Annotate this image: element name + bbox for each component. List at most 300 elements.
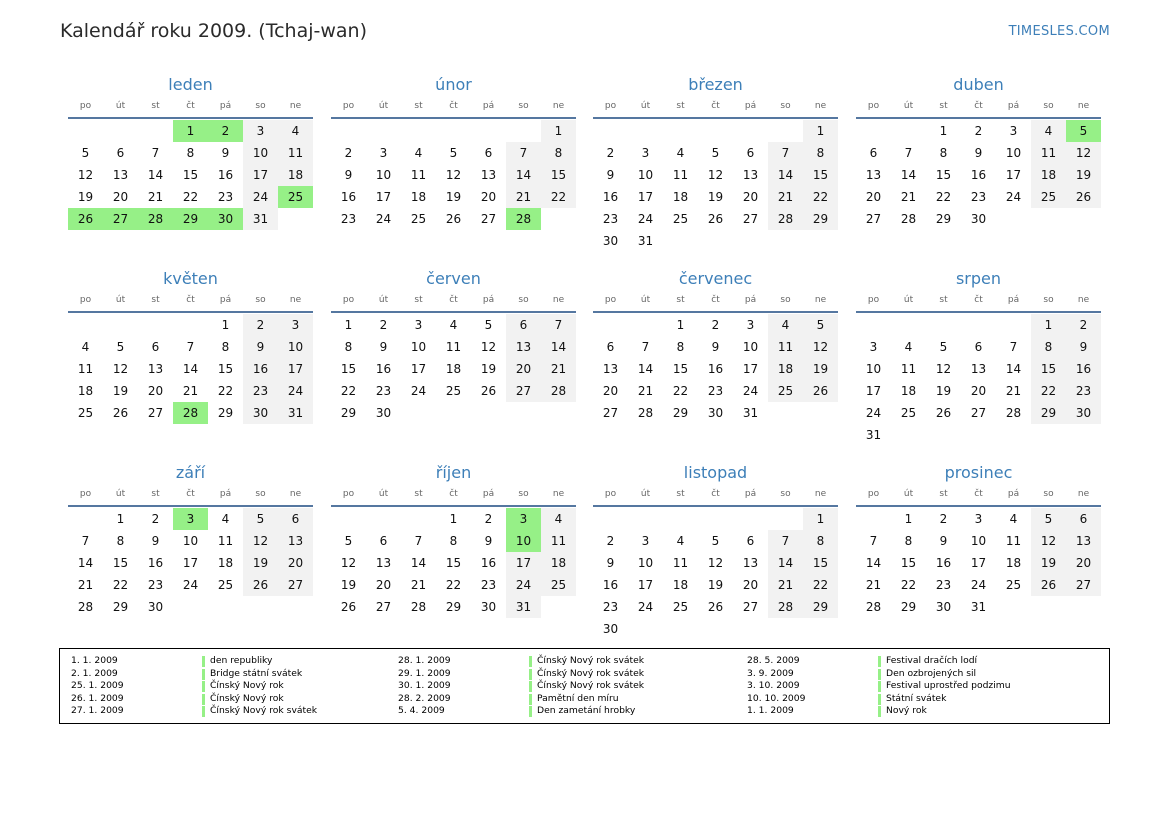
day-cell[interactable]: 24 bbox=[410, 384, 427, 398]
day-cell[interactable]: 22 bbox=[182, 190, 199, 204]
day-cell[interactable]: 18 bbox=[900, 384, 917, 398]
day-cell[interactable]: 17 bbox=[506, 552, 541, 574]
day-cell[interactable]: 16 bbox=[340, 190, 357, 204]
day-cell[interactable]: 4 bbox=[449, 318, 458, 332]
day-cell[interactable]: 22 bbox=[112, 578, 129, 592]
day-cell[interactable]: 12 bbox=[340, 556, 357, 570]
day-cell[interactable]: 17 bbox=[742, 362, 759, 376]
day-cell[interactable]: 6 bbox=[746, 146, 755, 160]
day-cell[interactable]: 17 bbox=[1005, 168, 1022, 182]
day-cell[interactable]: 11 bbox=[445, 340, 462, 354]
holiday-day[interactable]: 28 bbox=[138, 208, 173, 230]
day-cell[interactable]: 17 bbox=[375, 190, 392, 204]
day-cell[interactable]: 12 bbox=[707, 556, 724, 570]
day-cell[interactable]: 3 bbox=[1009, 124, 1018, 138]
day-cell[interactable]: 8 bbox=[803, 530, 838, 552]
day-cell[interactable]: 18 bbox=[278, 164, 313, 186]
day-cell[interactable]: 3 bbox=[869, 340, 878, 354]
day-cell[interactable]: 10 bbox=[182, 534, 199, 548]
day-cell[interactable]: 9 bbox=[606, 168, 615, 182]
day-cell[interactable]: 5 bbox=[344, 534, 353, 548]
day-cell[interactable]: 20 bbox=[112, 190, 129, 204]
day-cell[interactable]: 30 bbox=[602, 622, 619, 636]
day-cell[interactable]: 27 bbox=[147, 406, 164, 420]
day-cell[interactable]: 9 bbox=[243, 336, 278, 358]
day-cell[interactable]: 10 bbox=[375, 168, 392, 182]
holiday-day[interactable]: 27 bbox=[103, 208, 138, 230]
day-cell[interactable]: 30 bbox=[480, 600, 497, 614]
day-cell[interactable]: 11 bbox=[77, 362, 94, 376]
day-cell[interactable]: 8 bbox=[803, 142, 838, 164]
day-cell[interactable]: 19 bbox=[340, 578, 357, 592]
day-cell[interactable]: 27 bbox=[970, 406, 987, 420]
day-cell[interactable]: 20 bbox=[970, 384, 987, 398]
day-cell[interactable]: 11 bbox=[278, 142, 313, 164]
day-cell[interactable]: 23 bbox=[480, 578, 497, 592]
day-cell[interactable]: 7 bbox=[768, 530, 803, 552]
day-cell[interactable]: 25 bbox=[541, 574, 576, 596]
holiday-day[interactable]: 25 bbox=[278, 186, 313, 208]
day-cell[interactable]: 27 bbox=[742, 600, 759, 614]
day-cell[interactable]: 29 bbox=[340, 406, 357, 420]
day-cell[interactable]: 25 bbox=[445, 384, 462, 398]
day-cell[interactable]: 19 bbox=[112, 384, 129, 398]
day-cell[interactable]: 6 bbox=[974, 340, 983, 354]
day-cell[interactable]: 7 bbox=[506, 142, 541, 164]
day-cell[interactable]: 24 bbox=[970, 578, 987, 592]
day-cell[interactable]: 2 bbox=[484, 512, 493, 526]
day-cell[interactable]: 14 bbox=[77, 556, 94, 570]
day-cell[interactable]: 16 bbox=[602, 578, 619, 592]
day-cell[interactable]: 27 bbox=[865, 212, 882, 226]
day-cell[interactable]: 11 bbox=[410, 168, 427, 182]
day-cell[interactable]: 14 bbox=[410, 556, 427, 570]
day-cell[interactable]: 29 bbox=[112, 600, 129, 614]
day-cell[interactable]: 18 bbox=[672, 578, 689, 592]
day-cell[interactable]: 31 bbox=[865, 428, 882, 442]
day-cell[interactable]: 16 bbox=[707, 362, 724, 376]
day-cell[interactable]: 20 bbox=[742, 578, 759, 592]
day-cell[interactable]: 14 bbox=[541, 336, 576, 358]
day-cell[interactable]: 26 bbox=[340, 600, 357, 614]
holiday-day[interactable]: 28 bbox=[173, 402, 208, 424]
day-cell[interactable]: 4 bbox=[414, 146, 423, 160]
day-cell[interactable]: 21 bbox=[768, 186, 803, 208]
day-cell[interactable]: 5 bbox=[939, 340, 948, 354]
day-cell[interactable]: 2 bbox=[379, 318, 388, 332]
day-cell[interactable]: 25 bbox=[672, 212, 689, 226]
day-cell[interactable]: 22 bbox=[340, 384, 357, 398]
day-cell[interactable]: 15 bbox=[935, 168, 952, 182]
day-cell[interactable]: 7 bbox=[81, 534, 90, 548]
day-cell[interactable]: 4 bbox=[278, 120, 313, 142]
day-cell[interactable]: 5 bbox=[484, 318, 493, 332]
day-cell[interactable]: 2 bbox=[974, 124, 983, 138]
day-cell[interactable]: 5 bbox=[449, 146, 458, 160]
day-cell[interactable]: 4 bbox=[1009, 512, 1018, 526]
day-cell[interactable]: 21 bbox=[900, 190, 917, 204]
holiday-day[interactable]: 29 bbox=[173, 208, 208, 230]
day-cell[interactable]: 2 bbox=[711, 318, 720, 332]
day-cell[interactable]: 10 bbox=[637, 556, 654, 570]
day-cell[interactable]: 8 bbox=[221, 340, 230, 354]
day-cell[interactable]: 7 bbox=[541, 314, 576, 336]
day-cell[interactable]: 28 bbox=[410, 600, 427, 614]
day-cell[interactable]: 13 bbox=[970, 362, 987, 376]
day-cell[interactable]: 4 bbox=[1031, 120, 1066, 142]
day-cell[interactable]: 3 bbox=[414, 318, 423, 332]
day-cell[interactable]: 13 bbox=[742, 556, 759, 570]
holiday-day[interactable]: 3 bbox=[173, 508, 208, 530]
day-cell[interactable]: 25 bbox=[1005, 578, 1022, 592]
day-cell[interactable]: 16 bbox=[217, 168, 234, 182]
day-cell[interactable]: 13 bbox=[375, 556, 392, 570]
day-cell[interactable]: 21 bbox=[506, 186, 541, 208]
day-cell[interactable]: 26 bbox=[1066, 186, 1101, 208]
day-cell[interactable]: 4 bbox=[541, 508, 576, 530]
day-cell[interactable]: 11 bbox=[1031, 142, 1066, 164]
day-cell[interactable]: 29 bbox=[900, 600, 917, 614]
day-cell[interactable]: 16 bbox=[935, 556, 952, 570]
day-cell[interactable]: 14 bbox=[768, 164, 803, 186]
day-cell[interactable]: 10 bbox=[278, 336, 313, 358]
day-cell[interactable]: 30 bbox=[970, 212, 987, 226]
day-cell[interactable]: 29 bbox=[1031, 402, 1066, 424]
day-cell[interactable]: 20 bbox=[278, 552, 313, 574]
day-cell[interactable]: 1 bbox=[676, 318, 685, 332]
day-cell[interactable]: 24 bbox=[506, 574, 541, 596]
day-cell[interactable]: 17 bbox=[637, 190, 654, 204]
day-cell[interactable]: 24 bbox=[637, 212, 654, 226]
day-cell[interactable]: 8 bbox=[449, 534, 458, 548]
day-cell[interactable]: 12 bbox=[803, 336, 838, 358]
day-cell[interactable]: 30 bbox=[243, 402, 278, 424]
day-cell[interactable]: 1 bbox=[1031, 314, 1066, 336]
day-cell[interactable]: 20 bbox=[375, 578, 392, 592]
day-cell[interactable]: 30 bbox=[1066, 402, 1101, 424]
day-cell[interactable]: 26 bbox=[445, 212, 462, 226]
day-cell[interactable]: 5 bbox=[116, 340, 125, 354]
day-cell[interactable]: 10 bbox=[865, 362, 882, 376]
day-cell[interactable]: 15 bbox=[445, 556, 462, 570]
day-cell[interactable]: 18 bbox=[672, 190, 689, 204]
day-cell[interactable]: 6 bbox=[379, 534, 388, 548]
day-cell[interactable]: 22 bbox=[217, 384, 234, 398]
day-cell[interactable]: 21 bbox=[865, 578, 882, 592]
day-cell[interactable]: 29 bbox=[803, 596, 838, 618]
day-cell[interactable]: 6 bbox=[151, 340, 160, 354]
day-cell[interactable]: 26 bbox=[707, 212, 724, 226]
day-cell[interactable]: 22 bbox=[803, 574, 838, 596]
day-cell[interactable]: 14 bbox=[147, 168, 164, 182]
day-cell[interactable]: 6 bbox=[484, 146, 493, 160]
day-cell[interactable]: 11 bbox=[768, 336, 803, 358]
day-cell[interactable]: 6 bbox=[506, 314, 541, 336]
day-cell[interactable]: 12 bbox=[480, 340, 497, 354]
holiday-day[interactable]: 26 bbox=[68, 208, 103, 230]
day-cell[interactable]: 26 bbox=[707, 600, 724, 614]
day-cell[interactable]: 10 bbox=[243, 142, 278, 164]
day-cell[interactable]: 28 bbox=[541, 380, 576, 402]
day-cell[interactable]: 2 bbox=[606, 146, 615, 160]
day-cell[interactable]: 9 bbox=[1066, 336, 1101, 358]
day-cell[interactable]: 1 bbox=[116, 512, 125, 526]
day-cell[interactable]: 18 bbox=[445, 362, 462, 376]
day-cell[interactable]: 21 bbox=[77, 578, 94, 592]
day-cell[interactable]: 15 bbox=[112, 556, 129, 570]
day-cell[interactable]: 19 bbox=[480, 362, 497, 376]
day-cell[interactable]: 18 bbox=[768, 358, 803, 380]
day-cell[interactable]: 21 bbox=[182, 384, 199, 398]
day-cell[interactable]: 25 bbox=[1031, 186, 1066, 208]
day-cell[interactable]: 8 bbox=[186, 146, 195, 160]
day-cell[interactable]: 31 bbox=[970, 600, 987, 614]
day-cell[interactable]: 10 bbox=[1005, 146, 1022, 160]
day-cell[interactable]: 7 bbox=[869, 534, 878, 548]
day-cell[interactable]: 24 bbox=[375, 212, 392, 226]
day-cell[interactable]: 4 bbox=[221, 512, 230, 526]
day-cell[interactable]: 28 bbox=[1005, 406, 1022, 420]
day-cell[interactable]: 31 bbox=[637, 234, 654, 248]
day-cell[interactable]: 7 bbox=[1009, 340, 1018, 354]
day-cell[interactable]: 29 bbox=[672, 406, 689, 420]
day-cell[interactable]: 21 bbox=[768, 574, 803, 596]
day-cell[interactable]: 12 bbox=[77, 168, 94, 182]
day-cell[interactable]: 13 bbox=[742, 168, 759, 182]
day-cell[interactable]: 8 bbox=[1031, 336, 1066, 358]
day-cell[interactable]: 16 bbox=[602, 190, 619, 204]
day-cell[interactable]: 23 bbox=[217, 190, 234, 204]
day-cell[interactable]: 13 bbox=[278, 530, 313, 552]
day-cell[interactable]: 23 bbox=[243, 380, 278, 402]
day-cell[interactable]: 30 bbox=[707, 406, 724, 420]
day-cell[interactable]: 7 bbox=[414, 534, 423, 548]
day-cell[interactable]: 22 bbox=[935, 190, 952, 204]
day-cell[interactable]: 24 bbox=[278, 380, 313, 402]
day-cell[interactable]: 17 bbox=[637, 578, 654, 592]
day-cell[interactable]: 14 bbox=[637, 362, 654, 376]
day-cell[interactable]: 3 bbox=[243, 120, 278, 142]
day-cell[interactable]: 1 bbox=[939, 124, 948, 138]
holiday-day[interactable]: 5 bbox=[1066, 120, 1101, 142]
day-cell[interactable]: 7 bbox=[641, 340, 650, 354]
day-cell[interactable]: 12 bbox=[935, 362, 952, 376]
day-cell[interactable]: 7 bbox=[904, 146, 913, 160]
day-cell[interactable]: 19 bbox=[935, 384, 952, 398]
day-cell[interactable]: 11 bbox=[900, 362, 917, 376]
day-cell[interactable]: 15 bbox=[541, 164, 576, 186]
day-cell[interactable]: 4 bbox=[904, 340, 913, 354]
day-cell[interactable]: 14 bbox=[900, 168, 917, 182]
day-cell[interactable]: 1 bbox=[803, 508, 838, 530]
day-cell[interactable]: 13 bbox=[480, 168, 497, 182]
day-cell[interactable]: 19 bbox=[707, 190, 724, 204]
day-cell[interactable]: 10 bbox=[742, 340, 759, 354]
day-cell[interactable]: 24 bbox=[865, 406, 882, 420]
day-cell[interactable]: 5 bbox=[803, 314, 838, 336]
day-cell[interactable]: 23 bbox=[935, 578, 952, 592]
day-cell[interactable]: 5 bbox=[711, 146, 720, 160]
holiday-day[interactable]: 2 bbox=[208, 120, 243, 142]
day-cell[interactable]: 3 bbox=[974, 512, 983, 526]
day-cell[interactable]: 16 bbox=[243, 358, 278, 380]
day-cell[interactable]: 15 bbox=[803, 164, 838, 186]
day-cell[interactable]: 23 bbox=[1066, 380, 1101, 402]
day-cell[interactable]: 27 bbox=[278, 574, 313, 596]
day-cell[interactable]: 20 bbox=[865, 190, 882, 204]
day-cell[interactable]: 17 bbox=[410, 362, 427, 376]
day-cell[interactable]: 26 bbox=[803, 380, 838, 402]
day-cell[interactable]: 9 bbox=[711, 340, 720, 354]
day-cell[interactable]: 27 bbox=[506, 380, 541, 402]
day-cell[interactable]: 23 bbox=[707, 384, 724, 398]
day-cell[interactable]: 19 bbox=[1066, 164, 1101, 186]
day-cell[interactable]: 27 bbox=[602, 406, 619, 420]
day-cell[interactable]: 8 bbox=[116, 534, 125, 548]
day-cell[interactable]: 11 bbox=[672, 556, 689, 570]
day-cell[interactable]: 9 bbox=[221, 146, 230, 160]
day-cell[interactable]: 15 bbox=[900, 556, 917, 570]
day-cell[interactable]: 26 bbox=[480, 384, 497, 398]
day-cell[interactable]: 8 bbox=[904, 534, 913, 548]
day-cell[interactable]: 4 bbox=[676, 146, 685, 160]
day-cell[interactable]: 1 bbox=[344, 318, 353, 332]
day-cell[interactable]: 25 bbox=[900, 406, 917, 420]
day-cell[interactable]: 16 bbox=[480, 556, 497, 570]
day-cell[interactable]: 1 bbox=[449, 512, 458, 526]
day-cell[interactable]: 29 bbox=[217, 406, 234, 420]
day-cell[interactable]: 22 bbox=[1031, 380, 1066, 402]
day-cell[interactable]: 9 bbox=[484, 534, 493, 548]
day-cell[interactable]: 2 bbox=[606, 534, 615, 548]
day-cell[interactable]: 20 bbox=[602, 384, 619, 398]
day-cell[interactable]: 18 bbox=[77, 384, 94, 398]
day-cell[interactable]: 7 bbox=[151, 146, 160, 160]
day-cell[interactable]: 12 bbox=[1031, 530, 1066, 552]
day-cell[interactable]: 6 bbox=[746, 534, 755, 548]
day-cell[interactable]: 25 bbox=[672, 600, 689, 614]
day-cell[interactable]: 19 bbox=[803, 358, 838, 380]
day-cell[interactable]: 28 bbox=[900, 212, 917, 226]
day-cell[interactable]: 15 bbox=[340, 362, 357, 376]
day-cell[interactable]: 27 bbox=[742, 212, 759, 226]
day-cell[interactable]: 19 bbox=[445, 190, 462, 204]
day-cell[interactable]: 30 bbox=[602, 234, 619, 248]
day-cell[interactable]: 28 bbox=[865, 600, 882, 614]
day-cell[interactable]: 31 bbox=[742, 406, 759, 420]
day-cell[interactable]: 31 bbox=[278, 402, 313, 424]
day-cell[interactable]: 27 bbox=[1066, 574, 1101, 596]
day-cell[interactable]: 24 bbox=[742, 384, 759, 398]
day-cell[interactable]: 19 bbox=[77, 190, 94, 204]
day-cell[interactable]: 5 bbox=[243, 508, 278, 530]
day-cell[interactable]: 23 bbox=[340, 212, 357, 226]
day-cell[interactable]: 15 bbox=[182, 168, 199, 182]
day-cell[interactable]: 16 bbox=[1066, 358, 1101, 380]
day-cell[interactable]: 18 bbox=[541, 552, 576, 574]
day-cell[interactable]: 3 bbox=[379, 146, 388, 160]
day-cell[interactable]: 8 bbox=[676, 340, 685, 354]
day-cell[interactable]: 3 bbox=[746, 318, 755, 332]
day-cell[interactable]: 12 bbox=[707, 168, 724, 182]
day-cell[interactable]: 15 bbox=[1031, 358, 1066, 380]
day-cell[interactable]: 1 bbox=[803, 120, 838, 142]
day-cell[interactable]: 22 bbox=[900, 578, 917, 592]
day-cell[interactable]: 23 bbox=[970, 190, 987, 204]
holiday-day[interactable]: 10 bbox=[506, 530, 541, 552]
day-cell[interactable]: 21 bbox=[410, 578, 427, 592]
day-cell[interactable]: 15 bbox=[672, 362, 689, 376]
day-cell[interactable]: 23 bbox=[602, 212, 619, 226]
day-cell[interactable]: 10 bbox=[637, 168, 654, 182]
day-cell[interactable]: 13 bbox=[506, 336, 541, 358]
day-cell[interactable]: 1 bbox=[904, 512, 913, 526]
day-cell[interactable]: 16 bbox=[147, 556, 164, 570]
day-cell[interactable]: 25 bbox=[410, 212, 427, 226]
day-cell[interactable]: 29 bbox=[803, 208, 838, 230]
day-cell[interactable]: 17 bbox=[970, 556, 987, 570]
day-cell[interactable]: 11 bbox=[672, 168, 689, 182]
day-cell[interactable]: 7 bbox=[186, 340, 195, 354]
day-cell[interactable]: 21 bbox=[147, 190, 164, 204]
day-cell[interactable]: 11 bbox=[541, 530, 576, 552]
day-cell[interactable]: 4 bbox=[81, 340, 90, 354]
day-cell[interactable]: 29 bbox=[445, 600, 462, 614]
day-cell[interactable]: 14 bbox=[506, 164, 541, 186]
day-cell[interactable]: 11 bbox=[1005, 534, 1022, 548]
day-cell[interactable]: 25 bbox=[768, 380, 803, 402]
day-cell[interactable]: 6 bbox=[869, 146, 878, 160]
day-cell[interactable]: 22 bbox=[803, 186, 838, 208]
day-cell[interactable]: 21 bbox=[541, 358, 576, 380]
day-cell[interactable]: 12 bbox=[112, 362, 129, 376]
day-cell[interactable]: 17 bbox=[865, 384, 882, 398]
day-cell[interactable]: 28 bbox=[768, 208, 803, 230]
day-cell[interactable]: 20 bbox=[480, 190, 497, 204]
day-cell[interactable]: 3 bbox=[641, 146, 650, 160]
day-cell[interactable]: 13 bbox=[865, 168, 882, 182]
day-cell[interactable]: 16 bbox=[970, 168, 987, 182]
day-cell[interactable]: 21 bbox=[637, 384, 654, 398]
day-cell[interactable]: 30 bbox=[935, 600, 952, 614]
day-cell[interactable]: 31 bbox=[506, 596, 541, 618]
day-cell[interactable]: 24 bbox=[182, 578, 199, 592]
day-cell[interactable]: 28 bbox=[768, 596, 803, 618]
day-cell[interactable]: 11 bbox=[217, 534, 234, 548]
day-cell[interactable]: 29 bbox=[935, 212, 952, 226]
brand-logo[interactable]: TIMESLES.COM bbox=[1008, 24, 1110, 39]
day-cell[interactable]: 12 bbox=[445, 168, 462, 182]
day-cell[interactable]: 18 bbox=[410, 190, 427, 204]
day-cell[interactable]: 25 bbox=[217, 578, 234, 592]
day-cell[interactable]: 6 bbox=[606, 340, 615, 354]
day-cell[interactable]: 9 bbox=[379, 340, 388, 354]
day-cell[interactable]: 18 bbox=[217, 556, 234, 570]
day-cell[interactable]: 8 bbox=[541, 142, 576, 164]
day-cell[interactable]: 2 bbox=[151, 512, 160, 526]
day-cell[interactable]: 9 bbox=[974, 146, 983, 160]
day-cell[interactable]: 9 bbox=[606, 556, 615, 570]
day-cell[interactable]: 24 bbox=[243, 186, 278, 208]
day-cell[interactable]: 23 bbox=[602, 600, 619, 614]
day-cell[interactable]: 24 bbox=[1005, 190, 1022, 204]
day-cell[interactable]: 27 bbox=[375, 600, 392, 614]
day-cell[interactable]: 10 bbox=[410, 340, 427, 354]
day-cell[interactable]: 12 bbox=[243, 530, 278, 552]
day-cell[interactable]: 17 bbox=[182, 556, 199, 570]
day-cell[interactable]: 2 bbox=[939, 512, 948, 526]
day-cell[interactable]: 26 bbox=[243, 574, 278, 596]
